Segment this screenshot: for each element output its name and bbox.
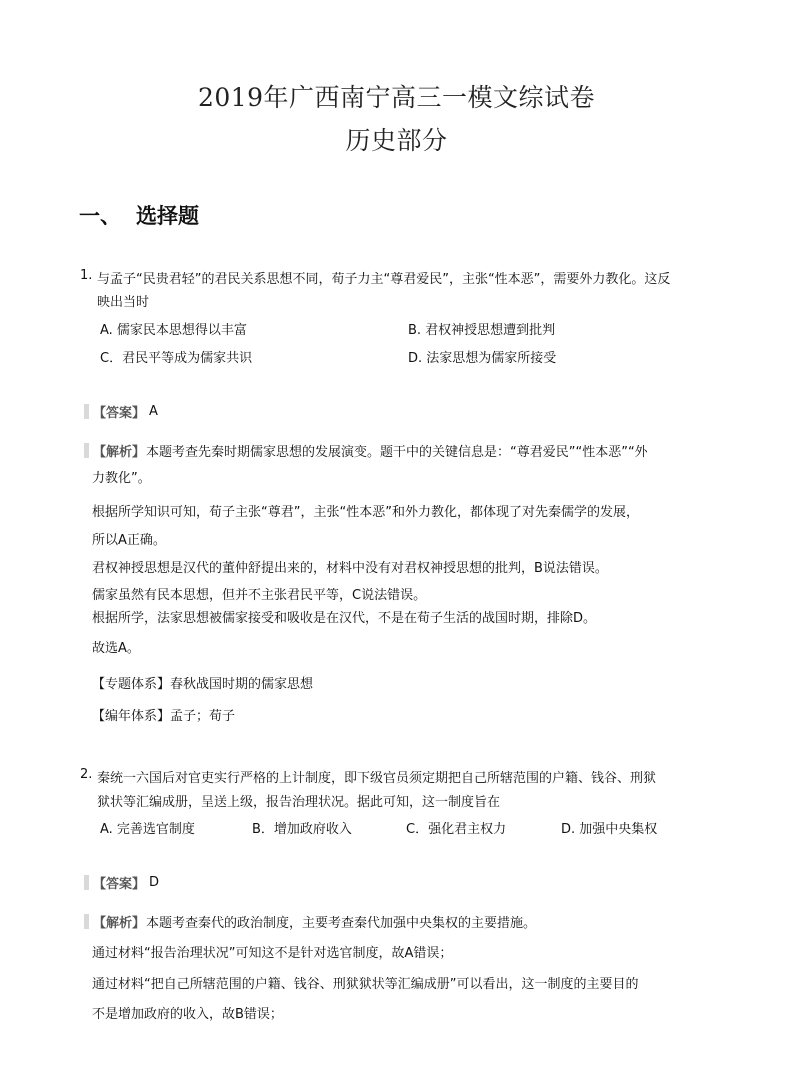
- option-d: D. 法家思想为儒家所接受: [408, 351, 557, 366]
- chrono-system: 【编年体系】孟子；荀子: [92, 709, 236, 724]
- analysis-line: 君权神授思想是汉代的董仲舒提出来的，材料中没有对君权神授思想的批判，B说法错误。: [92, 561, 608, 576]
- question-stem: 秦统一六国后对官吏实行严格的上计制度，即下级官员须定期把自己所辖范围的户籍、钱谷、刑狱: [97, 771, 657, 786]
- analysis-tag-block: [84, 912, 145, 931]
- question-stem: 与孟子“民贵君轻”的君民关系思想不同，荀子力主“尊君爱民”，主张“性本恶”，需要外力教化。这反: [97, 272, 671, 287]
- analysis-line: 通过材料“把自己所辖范围的户籍、钱谷、刑狱狱状等汇编成册”可以看出，这一制度的主要目的: [92, 977, 639, 992]
- topic-system: 【专题体系】春秋战国时期的儒家思想: [92, 677, 314, 692]
- option-a: A. 完善选官制度: [100, 822, 195, 837]
- answer-label: 【答案】: [93, 877, 146, 892]
- question-stem: 狱状等汇编成册，呈送上级，报告治理状况。据此可知，这一制度旨在: [97, 795, 501, 810]
- analysis-line: 本题考查先秦时期儒家思想的发展演变。题干中的关键信息是：“尊君爱民”“性本恶”“外: [146, 445, 648, 460]
- option-a: A. 儒家民本思想得以丰富: [100, 323, 247, 338]
- option-b: B. 君权神授思想遭到批判: [408, 323, 556, 338]
- section-title: 选择题: [136, 204, 199, 228]
- tag-marker: [84, 914, 89, 929]
- analysis-line: 根据所学知识可知，荀子主张“尊君”，主张“性本恶”和外力教化，都体现了对先秦儒学的发展，: [92, 505, 639, 520]
- analysis-line: 儒家虽然有民本思想，但并不主张君民平等，C说法错误。: [92, 588, 427, 603]
- analysis-line: 力教化”。: [92, 471, 151, 486]
- answer-label: 【答案】: [93, 406, 146, 421]
- question-stem: 映出当时: [97, 295, 150, 310]
- analysis-line: 不是增加政府的收入，故B错误；: [92, 1007, 283, 1022]
- answer-value: D: [149, 875, 160, 890]
- analysis-line: 故选A。: [92, 641, 140, 656]
- option-c: C．强化君主权力: [406, 822, 507, 837]
- option-b: B．增加政府收入: [252, 822, 352, 837]
- question-number: 2.: [80, 767, 93, 782]
- analysis-line: 通过材料“报告治理状况”可知这不是针对选官制度，故A错误；: [92, 946, 453, 961]
- doc-title: 2019年广西南宁高三一模文综试卷: [197, 83, 596, 112]
- option-d: D. 加强中央集权: [561, 822, 658, 837]
- analysis-line: 所以A正确。: [92, 533, 166, 548]
- analysis-tag-block: [84, 441, 145, 460]
- analysis-line: 本题考查秦代的政治制度，主要考查秦代加强中央集权的主要措施。: [146, 916, 537, 931]
- question-number: 1.: [80, 268, 93, 283]
- tag-marker: [84, 404, 89, 419]
- option-c: C．君民平等成为儒家共识: [100, 351, 253, 366]
- tag-marker: [84, 443, 89, 458]
- tag-marker: [84, 875, 89, 890]
- analysis-line: 根据所学，法家思想被儒家接受和吸收是在汉代，不是在荀子生活的战国时期，排除D。: [92, 611, 597, 626]
- section-number: 一、: [79, 204, 121, 228]
- answer-value: A: [149, 404, 158, 419]
- answer-block: [84, 402, 158, 421]
- doc-subtitle: 历史部分: [345, 126, 448, 155]
- analysis-label: 【解析】: [93, 916, 146, 931]
- analysis-label: 【解析】: [93, 445, 146, 460]
- answer-block: [84, 873, 159, 892]
